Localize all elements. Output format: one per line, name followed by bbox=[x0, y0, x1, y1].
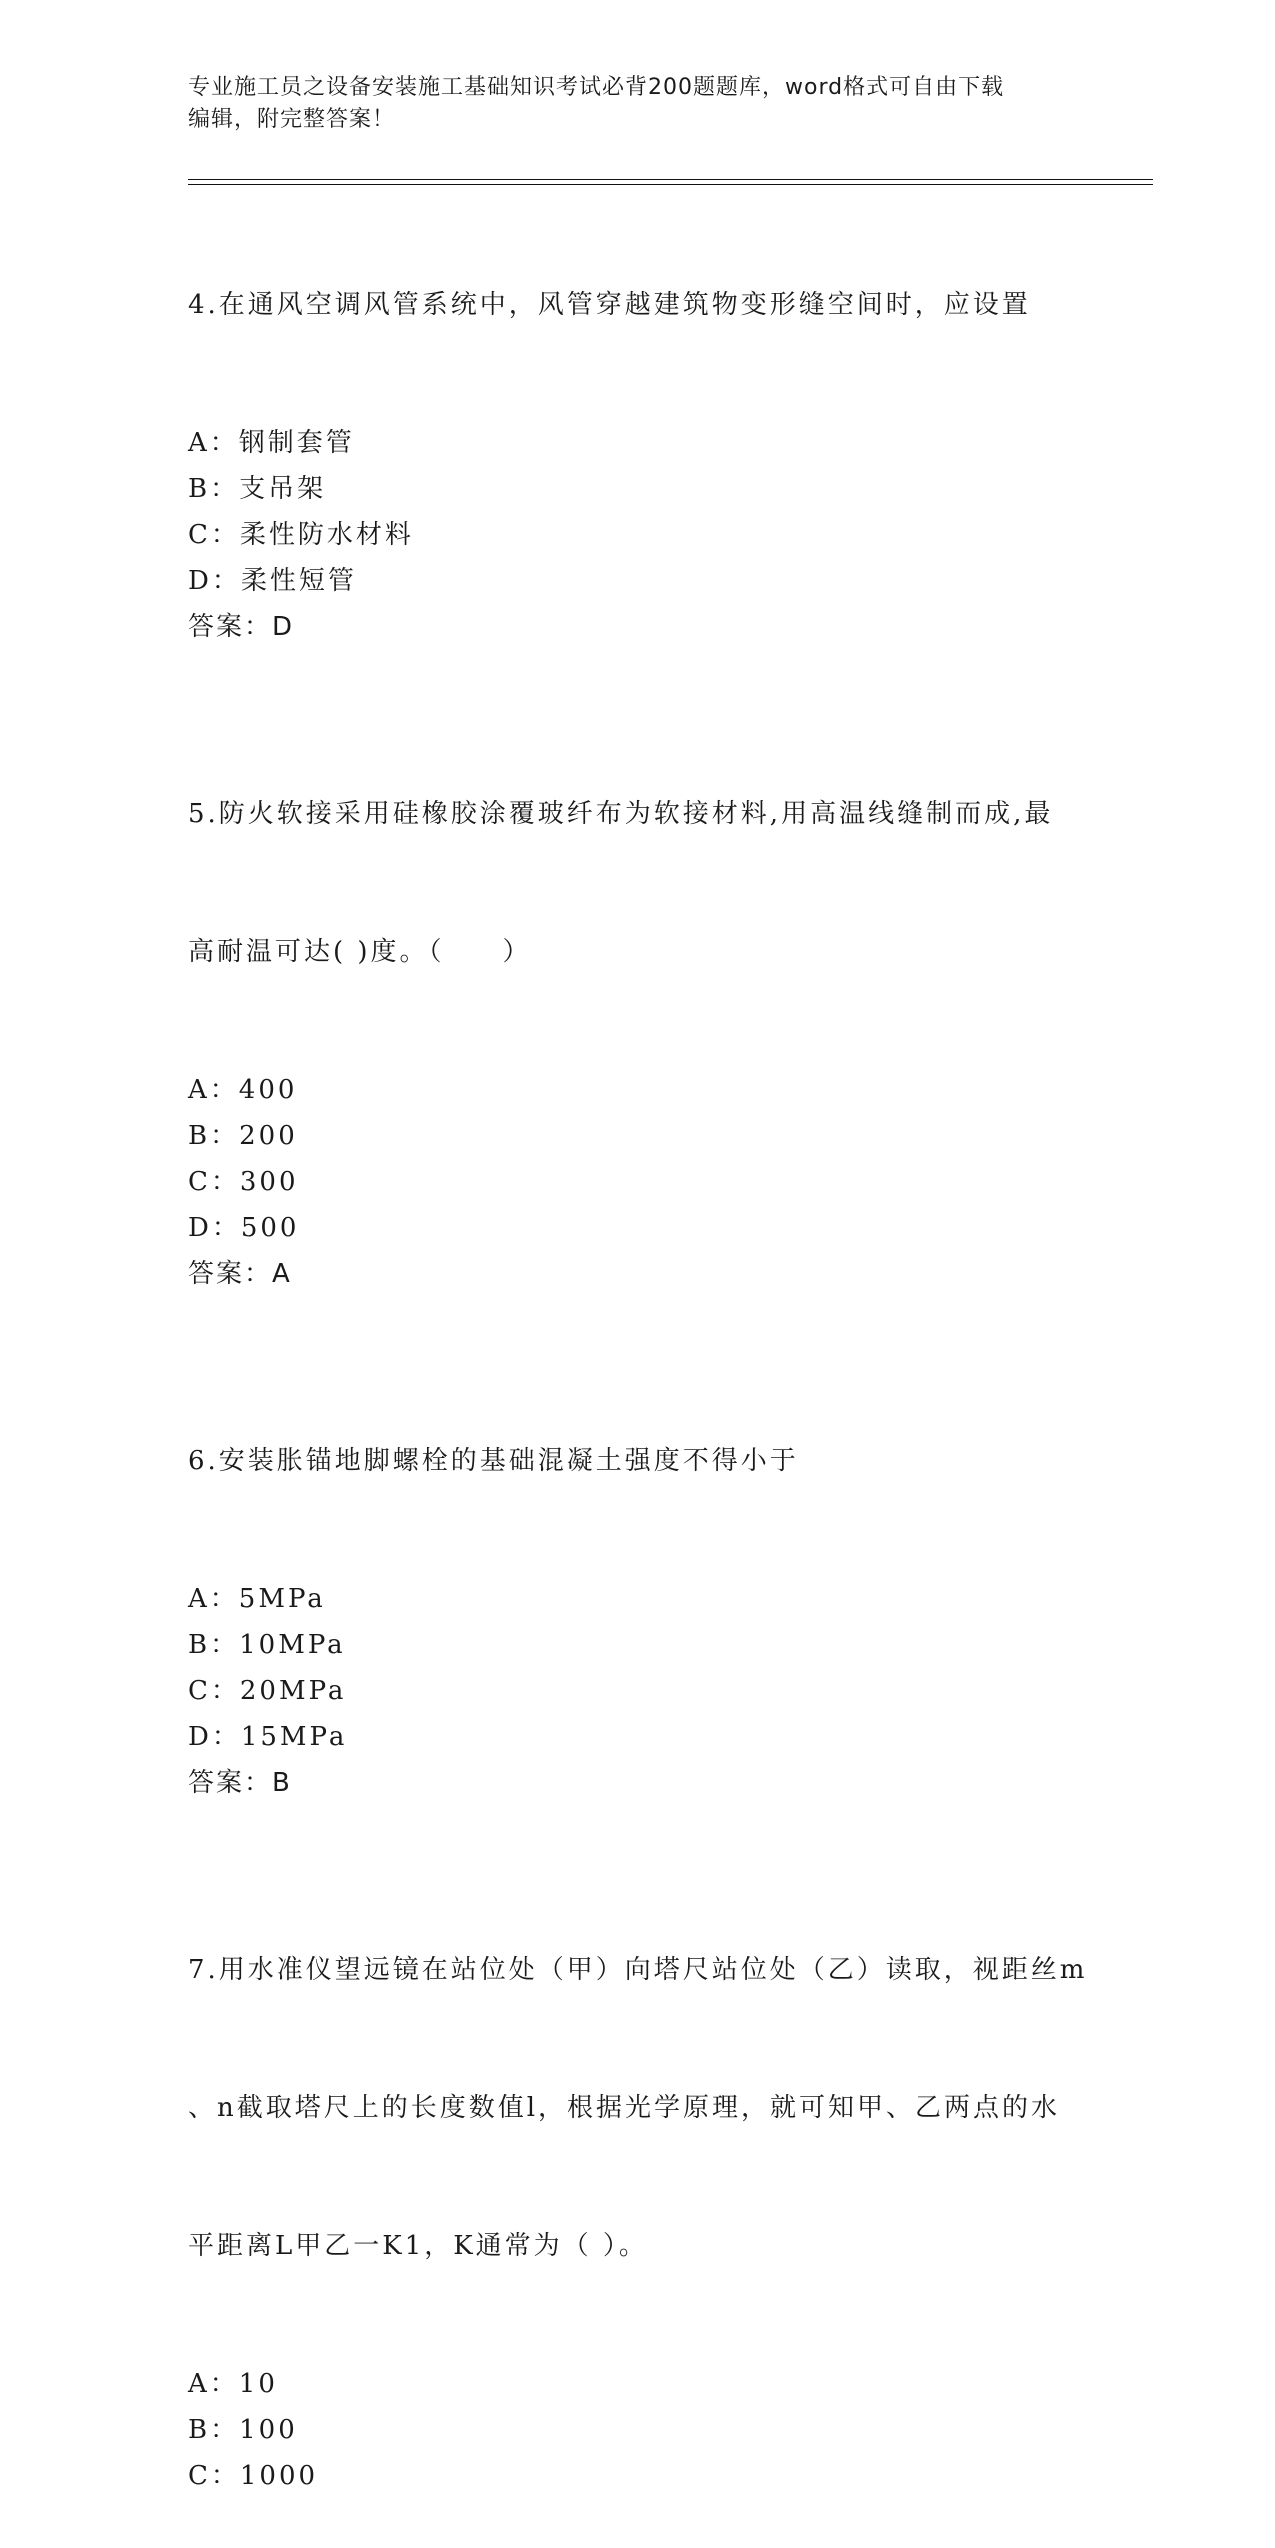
answer-label: 答案：D bbox=[188, 612, 295, 642]
header-divider-top bbox=[188, 179, 1153, 180]
option-b: B：10MPa bbox=[188, 1630, 346, 1660]
question-stem bbox=[188, 190, 1088, 420]
question-4 bbox=[188, 190, 1088, 650]
question-stem bbox=[188, 1855, 1088, 2361]
header-line-1: 专业施工员之设备安装施工基础知识考试必背200题题库，word格式可自由下载 bbox=[188, 75, 1005, 100]
option-b: B：支吊架 bbox=[188, 474, 327, 504]
question-7 bbox=[188, 1855, 1088, 2499]
stem-line: 7.用水准仪望远镜在站位处（甲）向塔尺站位处（乙）读取，视距丝m bbox=[188, 1955, 1088, 1985]
answer-label: 答案：B bbox=[188, 1768, 292, 1798]
header-divider-bottom bbox=[188, 184, 1153, 185]
question-5 bbox=[188, 699, 1088, 1297]
option-c: C：1000 bbox=[188, 2461, 319, 2491]
option-c: C：20MPa bbox=[188, 1676, 347, 1706]
stem-line: 、n截取塔尺上的长度数值l，根据光学原理，就可知甲、乙两点的水 bbox=[188, 2093, 1061, 2123]
option-a: A：钢制套管 bbox=[188, 428, 355, 458]
stem-line: 6.安装胀锚地脚螺栓的基础混凝土强度不得小于 bbox=[188, 1446, 799, 1476]
stem-line: 平距离L甲乙一K1，K通常为（ ）。 bbox=[188, 2231, 648, 2261]
header-line-2: 编辑，附完整答案！ bbox=[188, 107, 396, 132]
stem-line: 4.在通风空调风管系统中，风管穿越建筑物变形缝空间时，应设置 bbox=[188, 290, 1031, 320]
question-stem bbox=[188, 699, 1088, 1067]
option-b: B：200 bbox=[188, 1121, 298, 1151]
option-a: A：5MPa bbox=[188, 1584, 326, 1614]
option-d: D：500 bbox=[188, 1213, 300, 1243]
question-list bbox=[188, 190, 1088, 2548]
option-d: D：柔性短管 bbox=[188, 566, 357, 596]
option-a: A：10 bbox=[188, 2369, 278, 2399]
stem-line: 5.防火软接采用硅橡胶涂覆玻纤布为软接材料,用高温线缝制而成,最 bbox=[188, 799, 1054, 829]
option-c: C：300 bbox=[188, 1167, 299, 1197]
option-a: A：400 bbox=[188, 1075, 298, 1105]
question-6 bbox=[188, 1346, 1088, 1806]
question-stem bbox=[188, 1346, 1088, 1576]
option-d: D：15MPa bbox=[188, 1722, 348, 1752]
answer-label: 答案：A bbox=[188, 1259, 292, 1289]
stem-line: 高耐温可达( )度。（ ） bbox=[188, 937, 532, 967]
option-c: C：柔性防水材料 bbox=[188, 520, 414, 550]
document-header bbox=[188, 72, 1088, 136]
option-b: B：100 bbox=[188, 2415, 298, 2445]
